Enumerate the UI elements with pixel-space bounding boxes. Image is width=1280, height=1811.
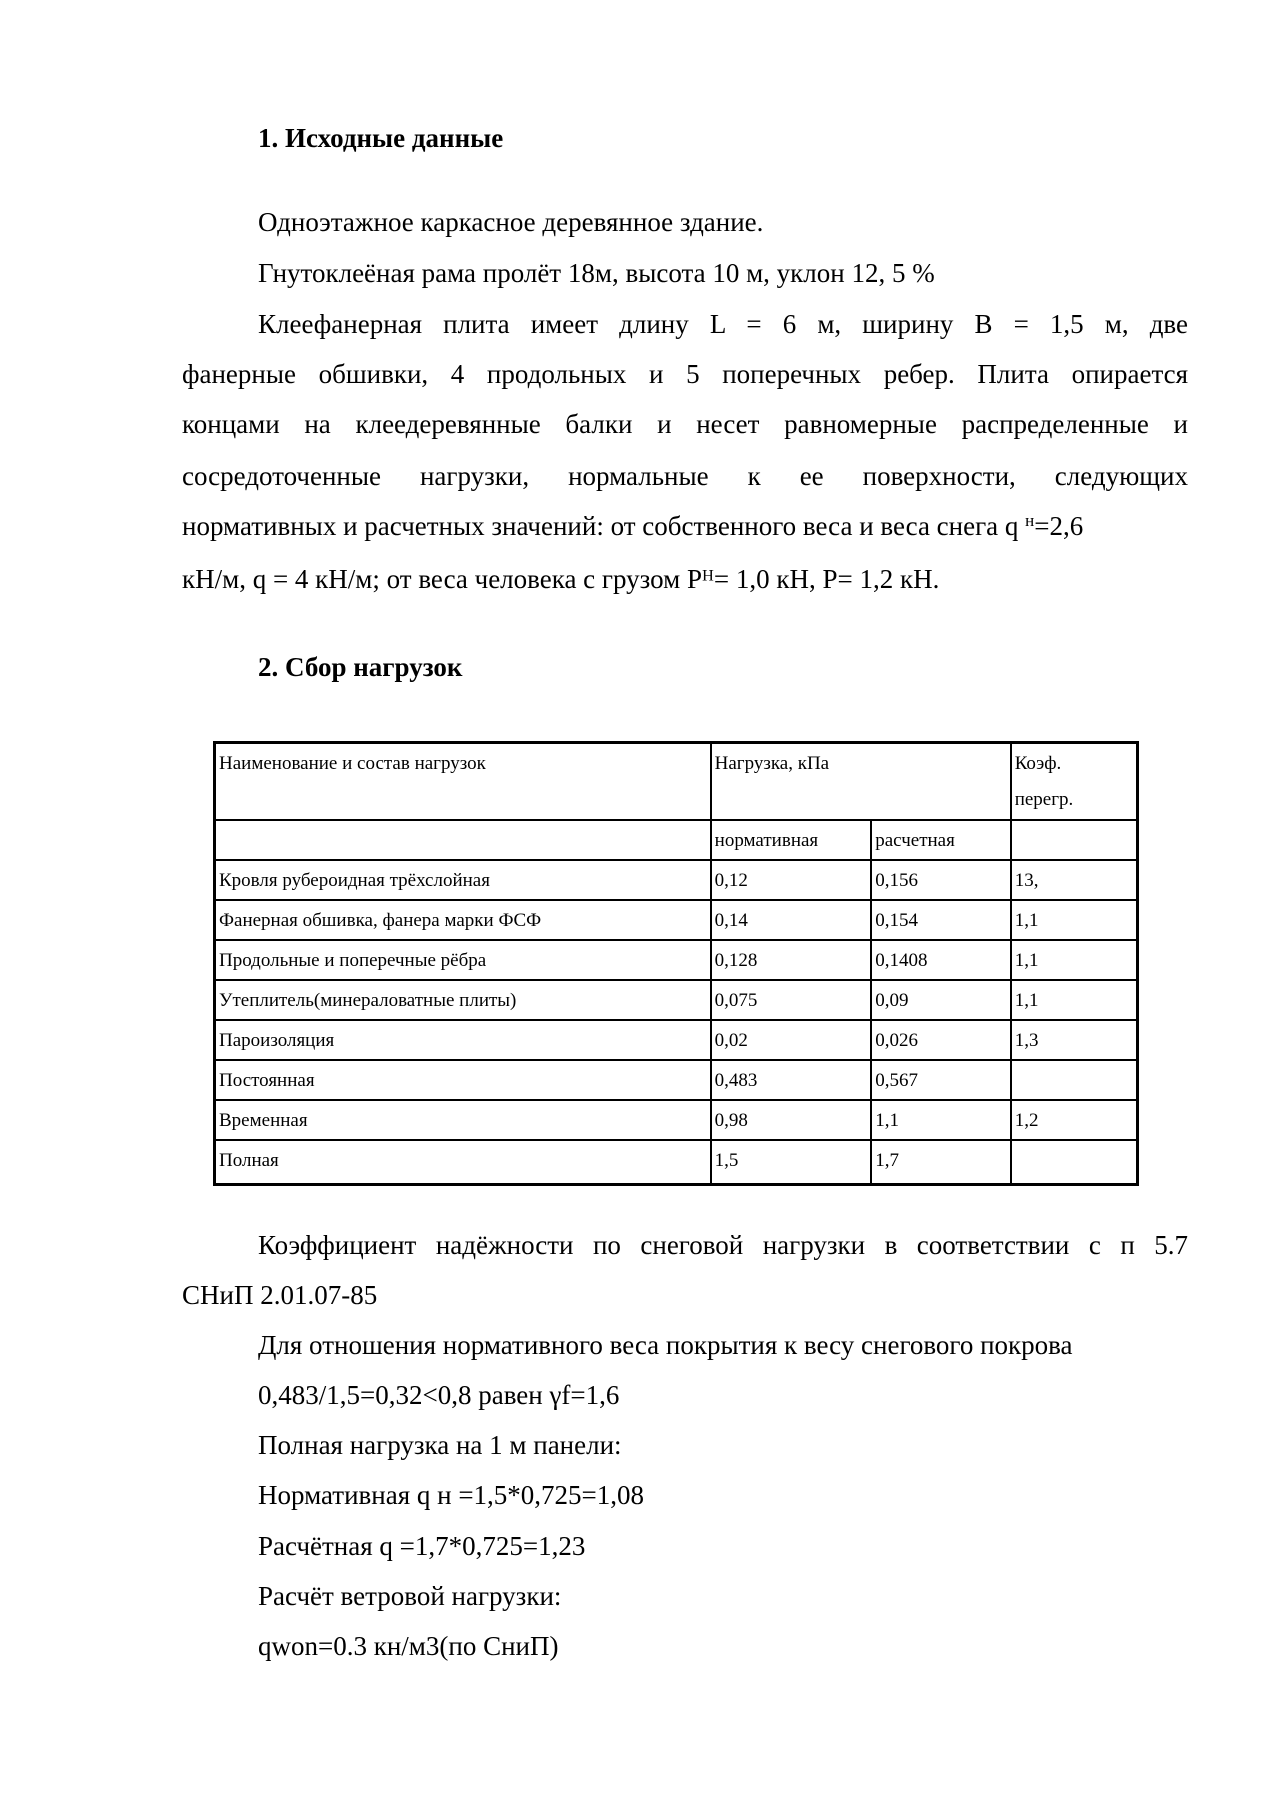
row-norm-cell: 0,14 (711, 900, 872, 940)
snow-coef-line-2: СНиП 2.01.07-85 (182, 1280, 378, 1310)
snow-coef-line-1: Коэффициент надёжности по снеговой нагрузки в соответствии с п 5.7 (258, 1230, 1188, 1260)
table-row (215, 1020, 1138, 1060)
row-norm-cell: 0,075 (711, 980, 872, 1020)
paragraph-line-4: сосредоточенные нагрузки, нормальные к ее поверхности, следующих (182, 461, 1188, 491)
row-name-cell: Временная (215, 1100, 711, 1140)
subheader-norm-cell: нормативная (711, 820, 872, 860)
table-row (215, 860, 1138, 900)
row-coef-cell: 1,3 (1011, 1020, 1138, 1060)
row-coef-cell: 1,1 (1011, 900, 1138, 940)
paragraph-line-5-text: нормативных и расчетных значений: от собственного веса и веса снега q (182, 511, 1019, 541)
subheader-empty-cell (215, 820, 711, 860)
table-row (215, 1140, 1138, 1185)
row-coef-cell (1011, 1140, 1138, 1185)
wind-load-heading-line: Расчёт ветровой нагрузки: (258, 1581, 562, 1611)
paragraph-line-1: Клеефанерная плита имеет длину L = 6 м, ширину B = 1,5 м, две (258, 309, 1188, 339)
row-calc-cell: 0,09 (871, 980, 1010, 1020)
loads-table (213, 741, 1139, 1186)
table-row (215, 980, 1138, 1020)
row-name-cell: Полная (215, 1140, 711, 1185)
wind-load-value-line: qwon=0.3 кн/м3(по СниП) (258, 1631, 559, 1661)
header-load-cell: Нагрузка, кПа (711, 743, 1011, 821)
header-coef-line-1: Коэф. (1014, 753, 1062, 774)
row-coef-cell: 13, (1011, 860, 1138, 900)
paragraph-line-6: кН/м, q = 4 кН/м; от веса человека с грузом Pᴴ= 1,0 кН, P= 1,2 кН. (182, 564, 940, 594)
table-row (215, 900, 1138, 940)
row-calc-cell: 0,154 (871, 900, 1010, 940)
row-norm-cell: 0,98 (711, 1100, 872, 1140)
row-norm-cell: 0,12 (711, 860, 872, 900)
row-name-cell: Фанерная обшивка, фанера марки ФСФ (215, 900, 711, 940)
subheader-coef-empty-cell (1011, 820, 1138, 860)
row-calc-cell: 0,156 (871, 860, 1010, 900)
text-line-frame: Гнутоклеёная рама пролёт 18м, высота 10 м, уклон 12, 5 % (258, 258, 935, 288)
paragraph-line-5-value: =2,6 (1034, 511, 1084, 541)
row-name-cell: Утеплитель(минераловатные плиты) (215, 980, 711, 1020)
row-coef-cell (1011, 1060, 1138, 1100)
ratio-line-2: 0,483/1,5=0,32<0,8 равен γf=1,6 (258, 1380, 620, 1410)
row-name-cell: Пароизоляция (215, 1020, 711, 1060)
row-coef-cell: 1,1 (1011, 980, 1138, 1020)
table-header-row (215, 743, 1138, 821)
design-load-line: Расчётная q =1,7*0,725=1,23 (258, 1531, 586, 1561)
table-row (215, 1100, 1138, 1140)
header-coef-cell (1011, 743, 1138, 821)
full-load-line: Полная нагрузка на 1 м панели: (258, 1430, 622, 1460)
row-name-cell: Продольные и поперечные рёбра (215, 940, 711, 980)
row-norm-cell: 0,483 (711, 1060, 872, 1100)
row-name-cell: Постоянная (215, 1060, 711, 1100)
ratio-line-1: Для отношения нормативного веса покрытия к весу снегового покрова (258, 1330, 1073, 1360)
row-name-cell: Кровля рубероидная трёхслойная (215, 860, 711, 900)
subheader-calc-cell: расчетная (871, 820, 1010, 860)
table-row (215, 940, 1138, 980)
superscript-n: н (1025, 511, 1035, 530)
section-1-heading: 1. Исходные данные (258, 123, 504, 153)
text-line-building: Одноэтажное каркасное деревянное здание. (258, 207, 764, 237)
row-norm-cell: 0,128 (711, 940, 872, 980)
row-coef-cell: 1,1 (1011, 940, 1138, 980)
row-norm-cell: 0,02 (711, 1020, 872, 1060)
row-calc-cell: 0,026 (871, 1020, 1010, 1060)
row-calc-cell: 1,7 (871, 1140, 1010, 1185)
section-2-heading: 2. Сбор нагрузок (258, 652, 463, 682)
row-calc-cell: 1,1 (871, 1100, 1010, 1140)
header-name-cell: Наименование и состав нагрузок (215, 743, 711, 821)
paragraph-line-5 (182, 510, 1188, 542)
row-norm-cell: 1,5 (711, 1140, 872, 1185)
row-calc-cell: 0,1408 (871, 940, 1010, 980)
header-coef-line-2: перегр. (1014, 789, 1074, 810)
row-calc-cell: 0,567 (871, 1060, 1010, 1100)
row-coef-cell: 1,2 (1011, 1100, 1138, 1140)
table-subheader-row (215, 820, 1138, 860)
table-row (215, 1060, 1138, 1100)
paragraph-line-3: концами на клеедеревянные балки и несет равномерные распределенные и (182, 409, 1188, 439)
paragraph-line-2: фанерные обшивки, 4 продольных и 5 поперечных ребер. Плита опирается (182, 359, 1188, 389)
normative-load-line: Нормативная q н =1,5*0,725=1,08 (258, 1480, 645, 1510)
